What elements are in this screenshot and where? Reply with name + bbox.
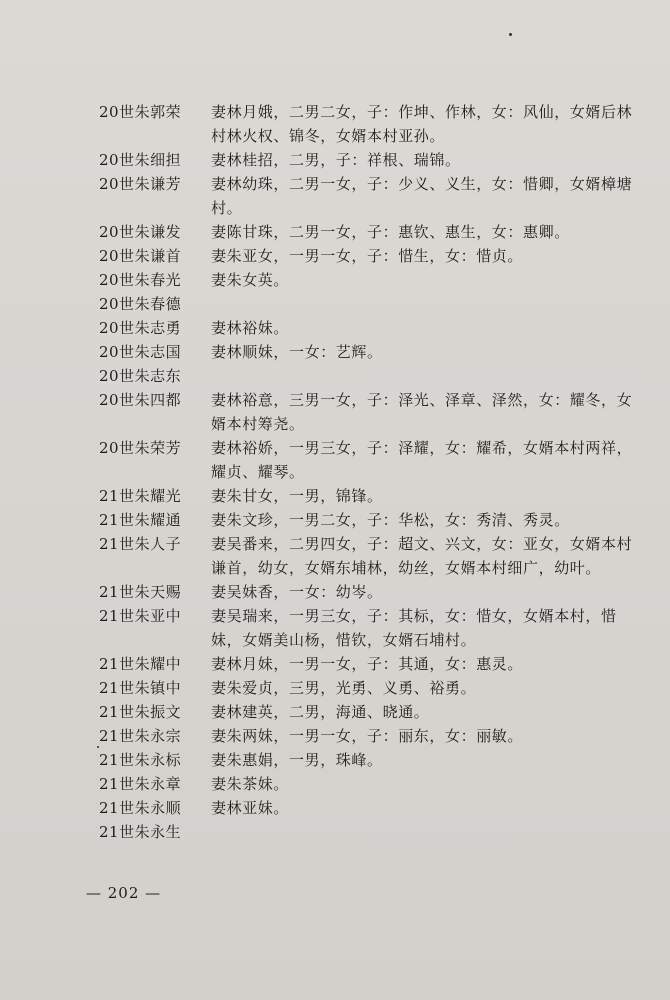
genealogy-entry <box>0 604 670 652</box>
genealogy-entry <box>0 100 670 148</box>
entry-details: 妻林月妹，一男一女，子：其通，女：惠灵。 <box>211 655 524 673</box>
entry-details: 妻朱文珍，一男二女，子：华松，女：秀清、秀灵。 <box>211 511 570 529</box>
genealogy-entry <box>0 820 670 844</box>
generation-name: 21世朱人子 <box>99 535 182 553</box>
genealogy-entries <box>0 100 670 844</box>
genealogy-entry <box>0 148 670 172</box>
generation-name: 20世朱荣芳 <box>99 439 182 457</box>
generation-name: 20世朱细担 <box>99 151 182 169</box>
generation-name: 20世朱谦发 <box>99 223 182 241</box>
entry-details: 妻吴妹香，一女：幼岑。 <box>211 583 383 601</box>
genealogy-entry <box>0 508 670 532</box>
generation-name: 20世朱四都 <box>99 391 182 409</box>
entry-details: 妻朱女英。 <box>211 271 290 289</box>
generation-name: 21世朱永生 <box>99 823 182 841</box>
entry-details: 妻林裕妹。 <box>211 319 290 337</box>
entry-details: 妻朱两妹，一男一女，子：丽东，女：丽敏。 <box>211 727 524 745</box>
genealogy-entry <box>0 268 670 292</box>
genealogy-entry <box>0 220 670 244</box>
genealogy-entry <box>0 772 670 796</box>
generation-name: 21世朱天赐 <box>99 583 182 601</box>
genealogy-entry <box>0 796 670 820</box>
page-number: — 202 — <box>86 884 162 902</box>
genealogy-entry <box>0 292 670 316</box>
genealogy-entry <box>0 580 670 604</box>
generation-name: 21世朱镇中 <box>99 679 182 697</box>
entry-details: 妻林幼珠，二男一女，子：少义、义生，女：惜卿，女婿樟塘村。 <box>211 175 633 217</box>
entry-details: 妻林建英，二男，海通、晓通。 <box>211 703 430 721</box>
genealogy-entry <box>0 532 670 580</box>
genealogy-entry <box>0 436 670 484</box>
generation-name: 20世朱志勇 <box>99 319 182 337</box>
generation-name: 20世朱谦首 <box>99 247 182 265</box>
generation-name: 20世朱志东 <box>99 367 182 385</box>
genealogy-entry <box>0 652 670 676</box>
generation-name: 21世朱亚中 <box>99 607 182 625</box>
entry-details: 妻林裕娇，一男三女，子：泽耀，女：耀希，女婿本村两祥，耀贞、耀琴。 <box>211 439 633 481</box>
entry-details: 妻林月娥，二男二女，子：作坤、作林，女：风仙，女婿后林村林火权、锦冬，女婿本村亚孙。 <box>211 103 633 145</box>
generation-name: 20世朱志国 <box>99 343 182 361</box>
generation-name: 21世朱耀中 <box>99 655 182 673</box>
generation-name: 21世朱耀通 <box>99 511 182 529</box>
entry-details: 妻林顺妹，一女：艺辉。 <box>211 343 383 361</box>
entry-details: 妻吴瑞来，一男三女，子：其标，女：惜女，女婿本村，惜妹，女婿美山杨，惜钦，女婿石埔村。 <box>211 607 617 649</box>
genealogy-entry <box>0 172 670 220</box>
entry-details: 妻朱惠娟，一男，珠峰。 <box>211 751 383 769</box>
generation-name: 20世朱谦芳 <box>99 175 182 193</box>
genealogy-entry <box>0 244 670 268</box>
print-speck <box>509 33 512 36</box>
entry-details: 妻林裕意，三男一女，子：泽光、泽章、泽然，女：耀冬，女婿本村筹尧。 <box>211 391 633 433</box>
genealogy-entry <box>0 388 670 436</box>
entry-details <box>211 364 639 388</box>
entry-details: 妻陈甘珠，二男一女，子：惠钦、惠生，女：惠卿。 <box>211 223 570 241</box>
generation-name: 20世朱春德 <box>99 295 182 313</box>
generation-name: 21世朱永顺 <box>99 799 182 817</box>
genealogy-entry <box>0 340 670 364</box>
generation-name: 21世朱永宗 <box>99 727 182 745</box>
generation-name: 20世朱春光 <box>99 271 182 289</box>
entry-details: 妻朱爱贞，三男，光勇、义勇、裕勇。 <box>211 679 477 697</box>
entry-details: 妻朱亚女，一男一女，子：惜生，女：惜贞。 <box>211 247 524 265</box>
genealogy-entry <box>0 484 670 508</box>
entry-details <box>211 292 639 316</box>
entry-details <box>211 820 639 844</box>
entry-details: 妻林桂招，二男，子：祥根、瑞锦。 <box>211 151 461 169</box>
entry-details: 妻朱甘女，一男，锦锋。 <box>211 487 383 505</box>
generation-name: 21世朱振文 <box>99 703 182 721</box>
genealogy-entry <box>0 748 670 772</box>
genealogy-entry <box>0 676 670 700</box>
entry-details: 妻林亚妹。 <box>211 799 290 817</box>
genealogy-entry <box>0 724 670 748</box>
generation-name: 21世朱永章 <box>99 775 182 793</box>
entry-details: 妻吴番来，二男四女，子：超文、兴文，女：亚女，女婿本村谦首，幼女，女婿东埔林，幼丝，女婿本村细广，幼叶。 <box>211 535 633 577</box>
entry-details: 妻朱茶妹。 <box>211 775 290 793</box>
genealogy-entry <box>0 700 670 724</box>
genealogy-entry <box>0 316 670 340</box>
genealogy-entry <box>0 364 670 388</box>
generation-name: 20世朱郭荣 <box>99 103 182 121</box>
generation-name: 21世朱永标 <box>99 751 182 769</box>
generation-name: 21世朱耀光 <box>99 487 182 505</box>
